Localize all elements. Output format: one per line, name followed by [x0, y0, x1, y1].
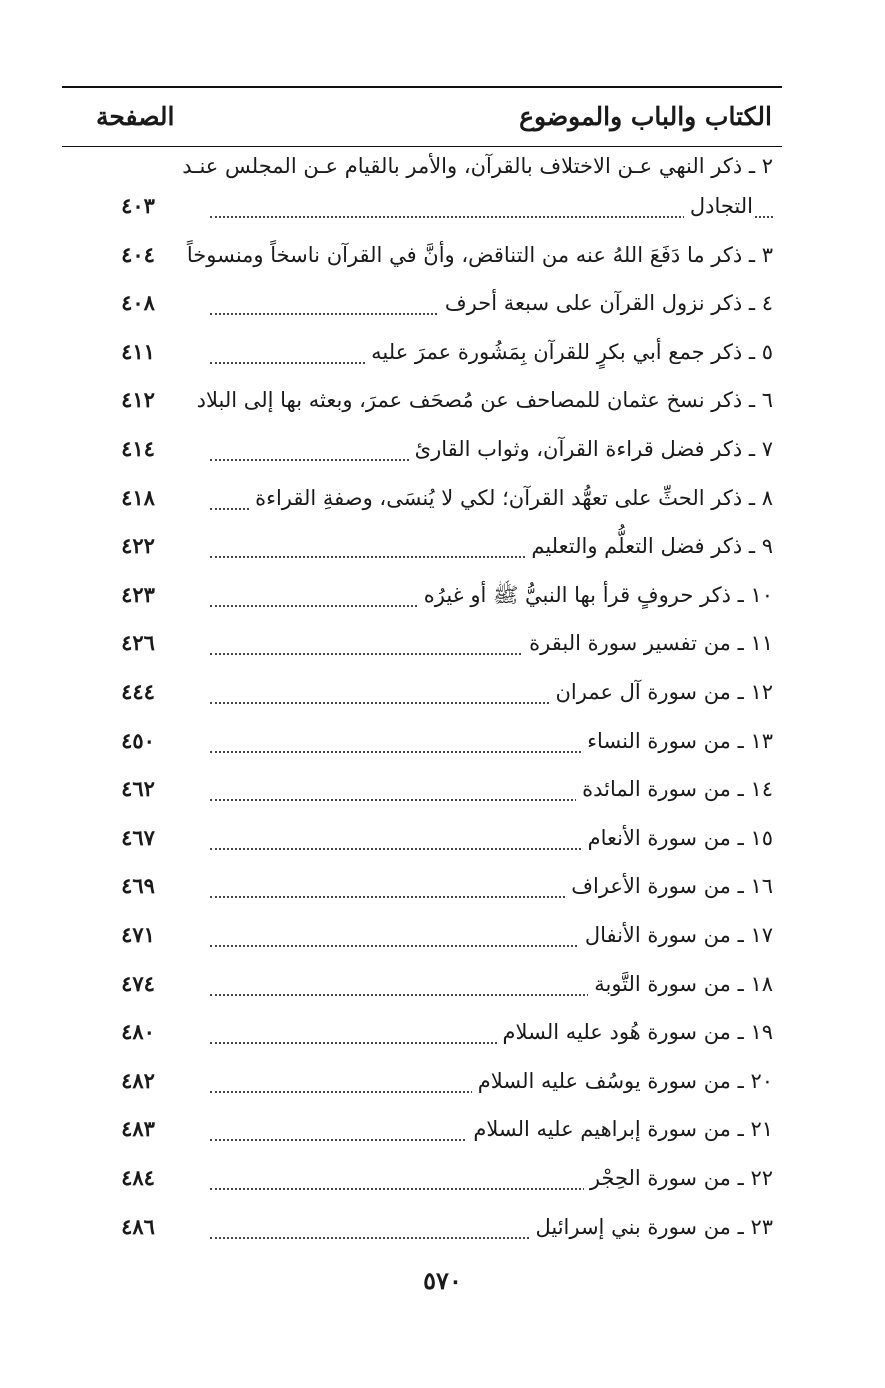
toc-entry-page: ٤٧٤: [121, 970, 155, 996]
toc-entry-title: ١٥ ـ من سورة الأنعام: [582, 824, 773, 852]
toc-entry-title: ٣ ـ ذكر ما دَفَعَ اللهُ عنه من التناقض، وأنَّ في القرآن ناسخاً ومنسوخاً: [186, 242, 773, 267]
toc-entry-title: ١٠ ـ ذكر حروفٍ قرأ بها النبيُّ ﷺ أو غيرُه: [418, 581, 773, 609]
toc-entry-title-line1: ٢ ـ ذكر النهي عـن الاختلاف بالقرآن، والأمر بالقيام عـن المجلس عنـد: [182, 154, 773, 178]
toc-entry-title: ٢٣ ـ من سورة بني إسرائيل: [529, 1213, 773, 1241]
toc-entry-page: ٤٨٢: [121, 1067, 155, 1093]
toc-entry-title: ١٣ ـ من سورة النساء: [581, 727, 773, 755]
toc-entry-page: ٤٦٧: [121, 824, 155, 850]
toc-entry-title: ١٨ ـ من سورة التَّوبة: [588, 970, 773, 998]
toc-entry-page: ٤٨٠: [121, 1019, 155, 1045]
toc-entry-page: ٤٨٦: [121, 1213, 155, 1239]
toc-entry-page: ٤٦٩: [121, 873, 155, 899]
toc-entry-page: ٤٨٤: [121, 1165, 155, 1190]
toc-entry-title: ٦ ـ ذكر نسخ عثمان للمصاحف عن مُصحَف عمرَ، وبعثه بها إلى البلاد: [196, 388, 773, 413]
toc-entry-title: ٥ ـ ذكر جمع أبي بكرٍ للقرآن بِمَشُورة عمرَ عليه: [365, 338, 773, 366]
toc-entry-page: ٤٠٤: [121, 241, 155, 267]
toc-entry-page: ٤٠٨: [121, 290, 155, 316]
toc-entry-title: ٤ ـ ذكر نزول القرآن على سبعة أحرف: [439, 289, 773, 317]
toc-entry-title: ١٦ ـ من سورة الأعراف: [565, 872, 773, 900]
toc-entry-page: ٤٢٣: [121, 581, 155, 607]
toc-entry-title: ١٩ ـ من سورة هُود عليه السلام: [497, 1018, 773, 1046]
toc-entry-title: ١١ ـ من تفسير سورة البقرة: [523, 629, 773, 657]
toc-entry-page: ٤٢٦: [121, 630, 155, 656]
toc-entry-title: ٧ ـ ذكر فضل قراءة القرآن، وثواب القارئ: [409, 435, 773, 463]
toc-entry-page: ٤٤٤: [121, 679, 155, 704]
toc-entry-title: ١٤ ـ من سورة المائدة: [576, 775, 773, 803]
toc-entry-title: ٩ ـ ذكر فضل التعلُّم والتعليم: [525, 532, 773, 560]
footer-page-number: ٥٧٠: [423, 1266, 462, 1295]
toc-entry-page: ٤٦٢: [121, 776, 155, 802]
toc-entry-title: ١٢ ـ من سورة آل عمران: [549, 678, 773, 706]
toc-entry-page: ٤١٢: [121, 387, 155, 413]
toc-entry-title: ٨ ـ ذكر الحثِّ على تعهُّد القرآن؛ لكي لا يُنسَى، وصفةِ القراءة: [249, 484, 773, 512]
toc-entry-title: ١٧ ـ من سورة الأنفال: [579, 921, 773, 949]
header-page-label: الصفحة: [96, 102, 175, 131]
toc-entry-title: ٢٢ ـ من سورة الحِجْر: [584, 1164, 773, 1192]
toc-entry-page: ٤٧١: [121, 922, 155, 947]
toc-entry-page: ٤٠٣: [121, 193, 155, 218]
toc-entry-page: ٤١٨: [121, 484, 155, 510]
toc-entry-page: ٤٥٠: [121, 727, 155, 753]
toc-entry-page: ٤١١: [121, 338, 155, 364]
toc-entry-page: ٤٨٣: [121, 1116, 155, 1142]
toc-entry-title: ٢٠ ـ من سورة يوسُف عليه السلام: [472, 1067, 773, 1095]
toc-entry-title: التجادل: [684, 192, 753, 220]
header-topic-label: الكتاب والباب والموضوع: [519, 102, 772, 131]
toc-entry-page: ٤٢٢: [121, 533, 155, 559]
toc-entry-title: ٢١ ـ من سورة إبراهيم عليه السلام: [467, 1115, 773, 1143]
toc-entry-page: ٤١٤: [121, 436, 155, 461]
